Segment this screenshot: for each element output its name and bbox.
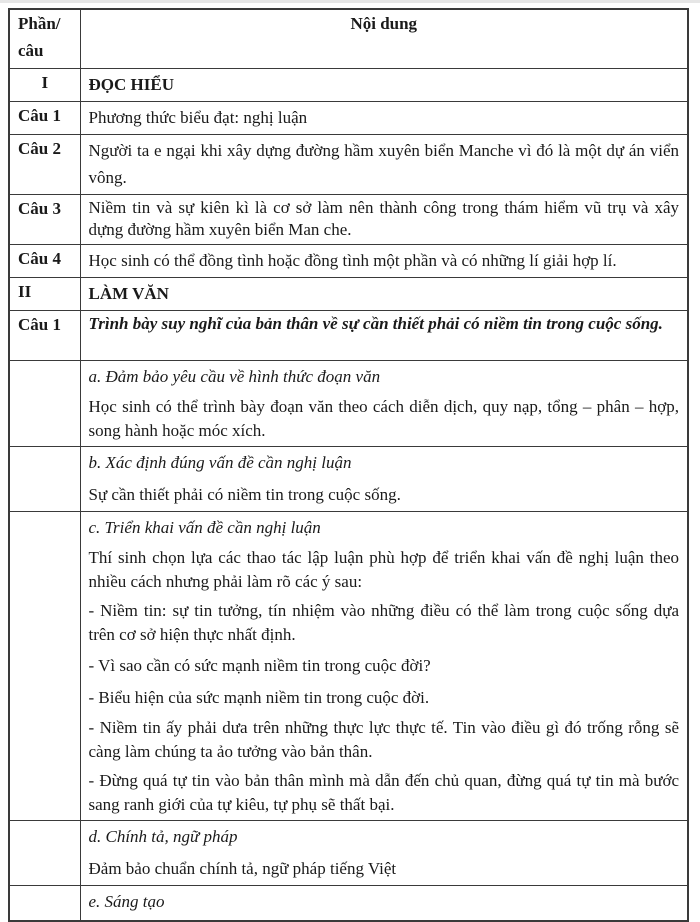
empty-cell: [9, 820, 80, 885]
criterion-heading: e. Sáng tạo: [88, 891, 165, 911]
question-label: Câu 1: [9, 310, 80, 360]
question-label: Câu 4: [9, 244, 80, 277]
section-title: LÀM VĂN: [80, 277, 688, 310]
criterion-a: [80, 360, 688, 446]
answer-text: Học sinh có thể đồng tình hoặc đồng tình một phần và có những lí giải hợp lí.: [80, 244, 688, 277]
header-part-question: [9, 9, 80, 68]
header-content: Nội dung: [80, 9, 688, 68]
page-top-edge: [0, 0, 700, 3]
table-row: [9, 194, 688, 244]
header-col1-line1: Phần/: [18, 14, 61, 33]
question-label: Câu 3: [9, 194, 80, 244]
criterion-bullet: - Vì sao cần có sức mạnh niềm tin trong cuộc đời?: [88, 655, 431, 675]
criterion-bullet: - Đừng quá tự tin vào bản thân mình mà dẫn đến chủ quan, đừng quá tự tin mà bước sang ranh giới của tự kiêu, tự phụ sẽ thất bại.: [88, 770, 679, 814]
answer-key-table: [8, 8, 689, 922]
empty-cell: [9, 511, 80, 820]
criterion-bullet: - Biểu hiện của sức mạnh niềm tin trong cuộc đời.: [88, 687, 430, 707]
question-label: Câu 2: [9, 134, 80, 194]
answer-text: Niềm tin và sự kiên kì là cơ sở làm nên thành công trong thám hiểm vũ trụ và xây dựng đường hầm xuyên biển Man che.: [80, 194, 688, 244]
criterion-d: [80, 820, 688, 885]
criterion-row: [9, 511, 688, 820]
empty-cell: [9, 885, 80, 921]
criterion-heading: b. Xác định đúng vấn đề cần nghị luận: [88, 452, 352, 472]
table-row: [9, 134, 688, 194]
criterion-paragraph: Thí sinh chọn lựa các thao tác lập luận phù hợp để triển khai vấn đề nghị luận theo nhiều cách nhưng phải làm rõ các ý sau:: [88, 547, 679, 591]
essay-prompt: Trình bày suy nghĩ của bản thân về sự cần thiết phải có niềm tin trong cuộc sống.: [80, 310, 688, 360]
criterion-b: [80, 446, 688, 511]
section-title: ĐỌC HIỂU: [80, 68, 688, 101]
table-row: [9, 310, 688, 360]
criterion-row: [9, 820, 688, 885]
criterion-row: [9, 885, 688, 921]
section-row-reading: [9, 68, 688, 101]
table-header-row: [9, 9, 688, 68]
criterion-heading: a. Đảm bảo yêu cầu về hình thức đoạn văn: [88, 366, 381, 386]
table-row: [9, 244, 688, 277]
criterion-row: [9, 446, 688, 511]
criterion-bullet: - Niềm tin ấy phải dưa trên những thực lực thực tế. Tin vào điều gì đó trống rỗng sẽ càng làm chúng ta ảo tưởng vào bản thân.: [88, 717, 679, 761]
criterion-paragraph: Sự cần thiết phải có niềm tin trong cuộc sống.: [88, 484, 401, 504]
section-label: II: [9, 277, 80, 310]
criterion-heading: c. Triển khai vấn đề cần nghị luận: [88, 517, 321, 537]
section-label: I: [9, 68, 80, 101]
criterion-row: [9, 360, 688, 446]
criterion-paragraph: Đảm bảo chuẩn chính tả, ngữ pháp tiếng Việt: [88, 858, 397, 878]
table-row: [9, 101, 688, 134]
criterion-paragraph: Học sinh có thể trình bày đoạn văn theo cách diễn dịch, quy nạp, tổng – phân – hợp, song hành hoặc móc xích.: [88, 396, 679, 440]
section-row-writing: [9, 277, 688, 310]
header-col1-line2: câu: [18, 41, 44, 60]
empty-cell: [9, 446, 80, 511]
criterion-e: [80, 885, 688, 921]
answer-text: Người ta e ngại khi xây dựng đường hầm xuyên biển Manche vì đó là một dự án viển vông.: [80, 134, 688, 194]
question-label: Câu 1: [9, 101, 80, 134]
criterion-c: [80, 511, 688, 820]
criterion-heading: d. Chính tả, ngữ pháp: [88, 826, 238, 846]
criterion-bullet: - Niềm tin: sự tin tưởng, tín nhiệm vào những điều có thể làm trong cuộc sống dựa trên cơ sở hiện thực nhất định.: [88, 600, 679, 644]
empty-cell: [9, 360, 80, 446]
answer-text: Phương thức biểu đạt: nghị luận: [80, 101, 688, 134]
